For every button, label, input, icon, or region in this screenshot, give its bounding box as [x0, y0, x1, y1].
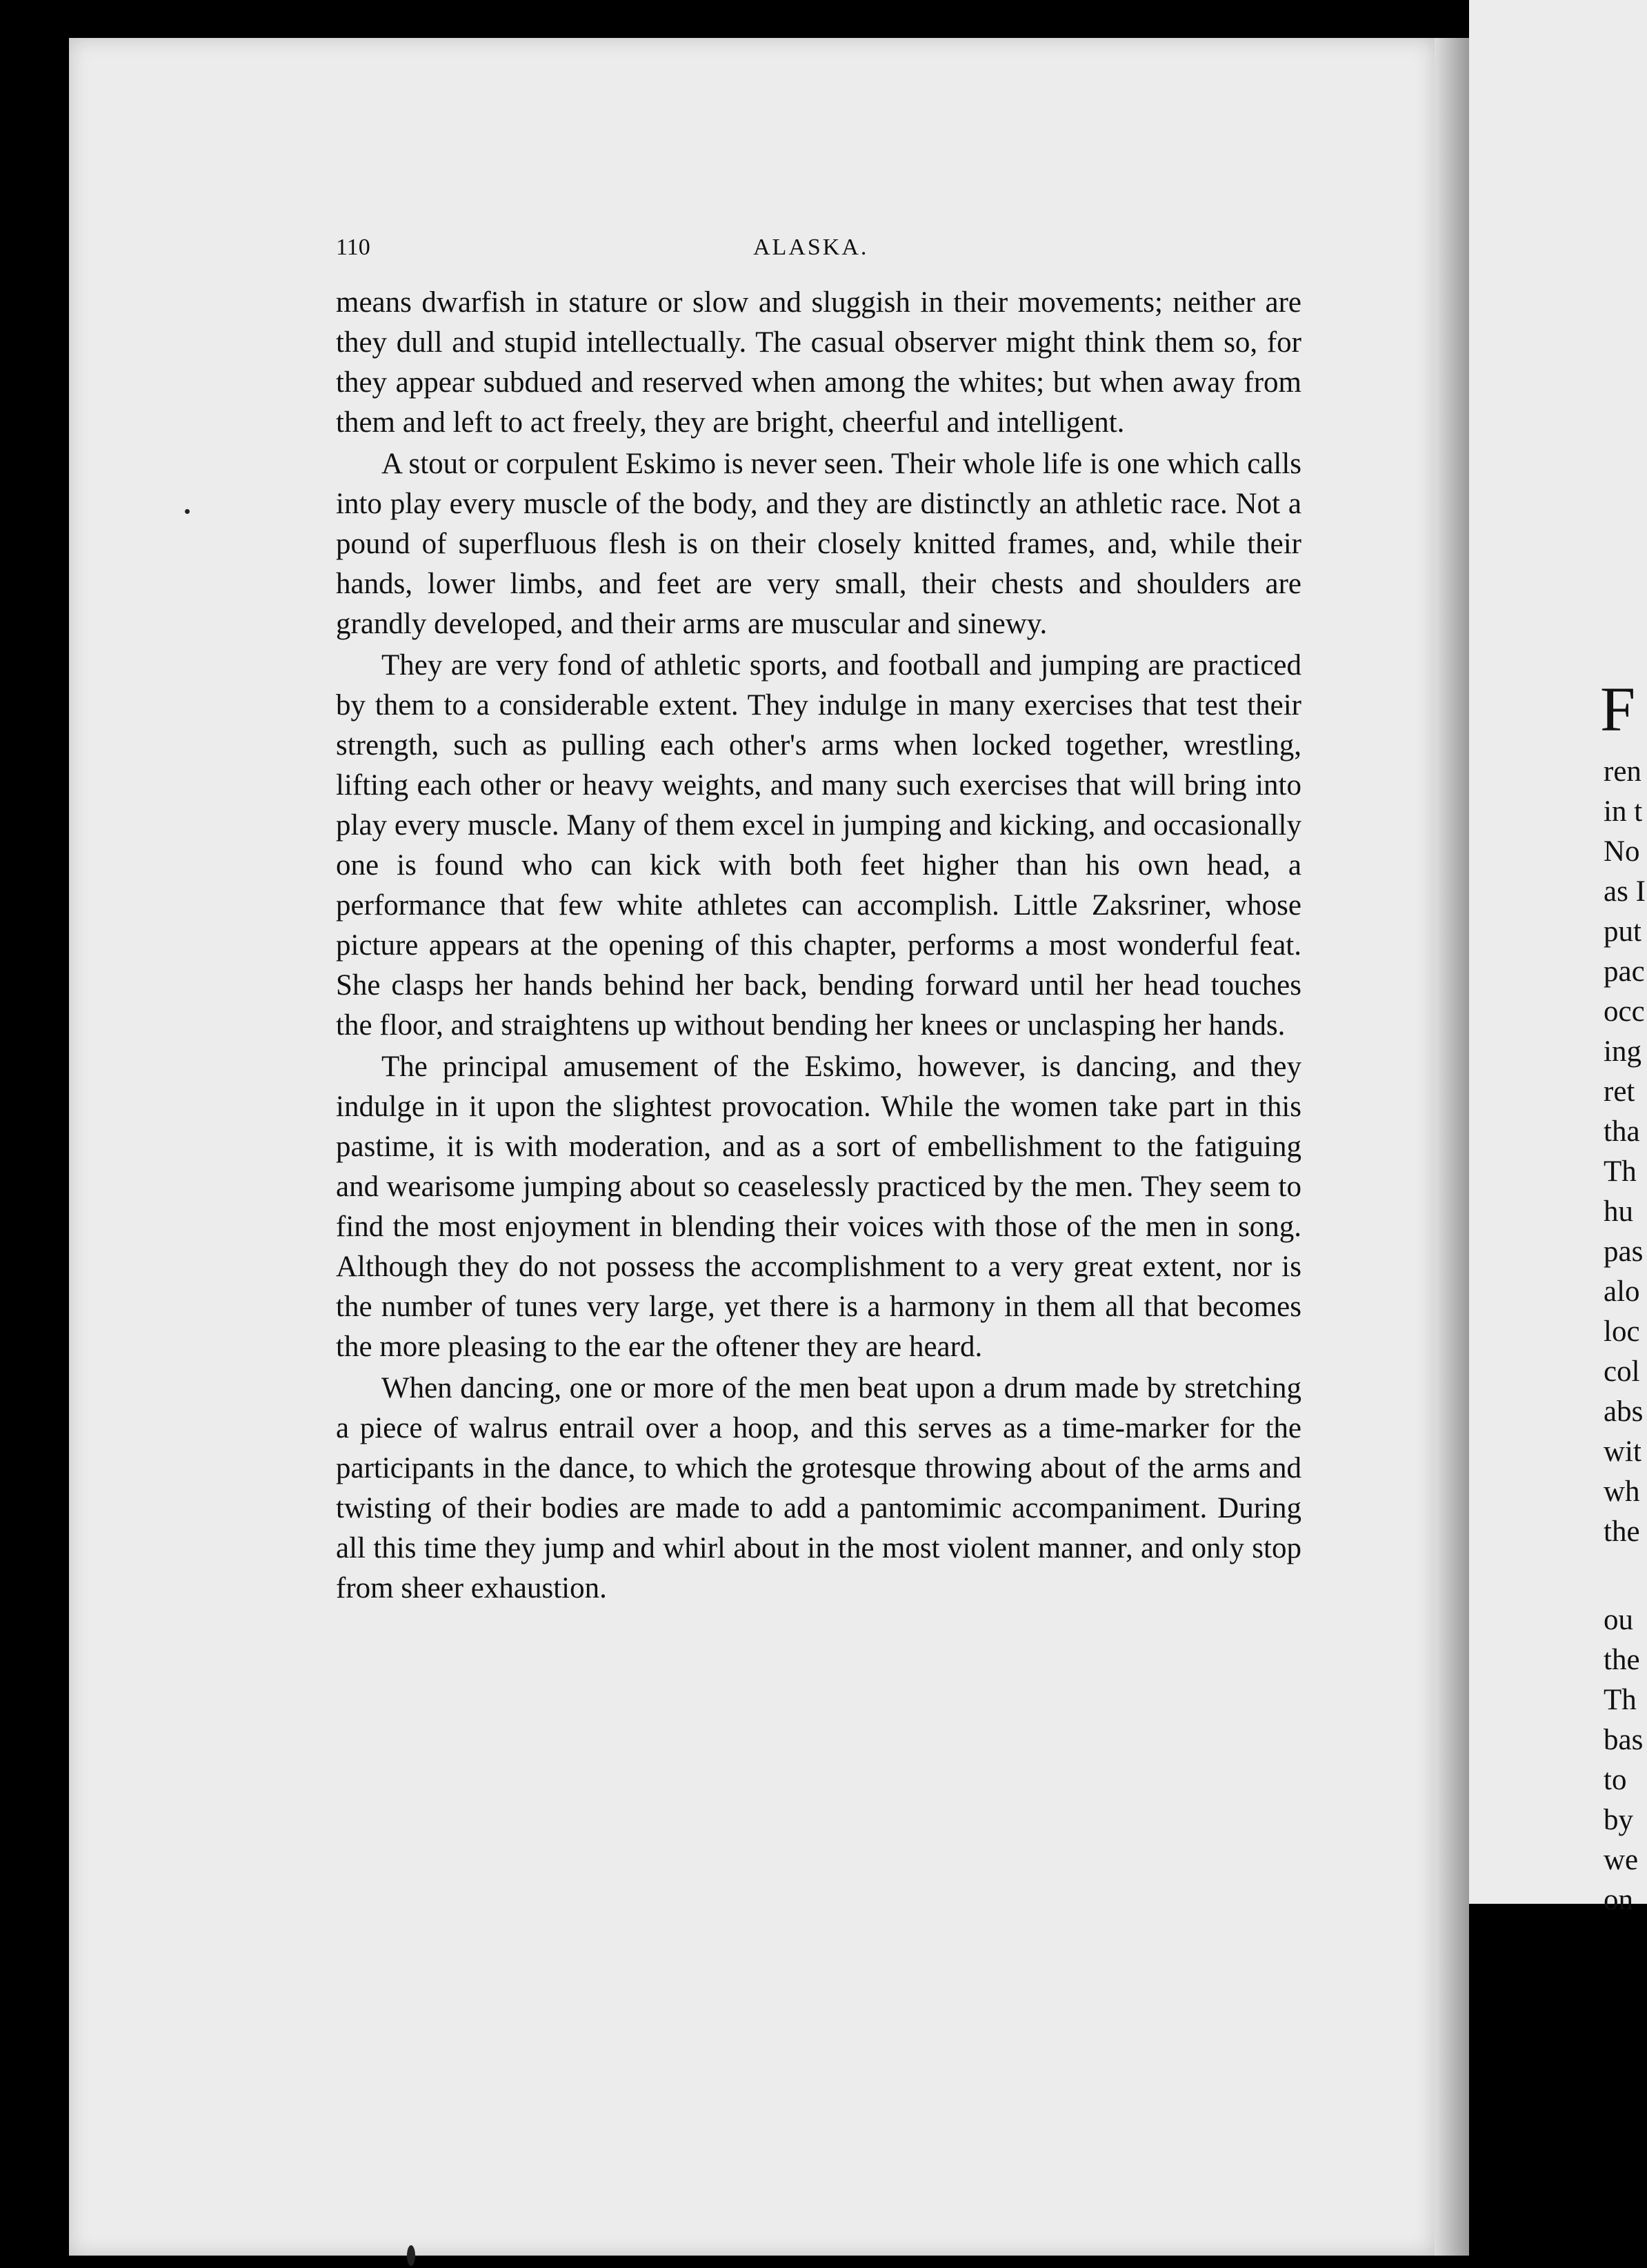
fragment: ing — [1604, 1035, 1641, 1068]
fragment: Th — [1604, 1684, 1637, 1716]
fragment: the — [1604, 1644, 1640, 1676]
fragment: pac — [1604, 955, 1645, 988]
facing-page-drop-cap: F — [1600, 674, 1636, 744]
fragment: col — [1604, 1355, 1640, 1388]
fragment: No — [1604, 835, 1640, 868]
fragment: tha — [1604, 1115, 1640, 1148]
paragraph-1: means dwarfish in stature or slow and sluggish in their movements; neither are they dull and stupid intellectually. The casual observer might think them so, for they appear subdued and reserved when among the whites; but when away from them and left to act freely, they are bright, cheerful and intelligent. — [336, 286, 1301, 439]
fragment: ret — [1604, 1075, 1635, 1108]
running-title: ALASKA. — [753, 235, 869, 260]
fragment: wit — [1604, 1435, 1641, 1468]
fragment: Th — [1604, 1155, 1637, 1188]
fragment: in t — [1604, 795, 1643, 828]
fragment: the — [1604, 1515, 1640, 1548]
paragraph-5: When dancing, one or more of the men beat upon a drum made by stretching a piece of walrus entrail over a hoop, and this serves as a time-marker for the participants in the dance, to which the grotesque throwing about of the arms and twisting of their bodies are made to add a pantomimic accompaniment. During all this time they jump and whirl about in the most violent manner, and only stop from sheer exhaustion. — [336, 1372, 1301, 1604]
fragment: ou — [1604, 1604, 1633, 1636]
fragment: occ — [1604, 995, 1645, 1028]
fragment: we — [1604, 1844, 1639, 1876]
fragment: to — [1604, 1764, 1627, 1796]
gutter-shadow — [1435, 38, 1469, 2256]
facing-page-fragments-top — [1604, 752, 1646, 1552]
paragraph-4: The principal amusement of the Eskimo, however, is dancing, and they indulge in it upon the slightest provocation. While the women take part in this pastime, it is with moderation, and as a sort of embellishment to the fatiguing and wearisome jumping about so ceaselessly practiced by the men. They seem to find the most enjoyment in blending their voices with those of the men in song. Although they do not possess the accomplishment to a very great extent, nor is the number of tunes very large, yet there is a harmony in them all that becomes the more pleasing to the ear the oftener they are heard. — [336, 1051, 1301, 1363]
fragment: abs — [1604, 1395, 1644, 1428]
fragment: ren — [1604, 755, 1641, 788]
scan-speck — [185, 509, 190, 514]
facing-page-fragments-bottom — [1604, 1600, 1643, 1920]
fragment: pas — [1604, 1235, 1644, 1268]
fragment: as I — [1604, 875, 1646, 908]
body-text — [336, 283, 1301, 1610]
fragment: put — [1604, 915, 1641, 948]
paragraph-2: A stout or corpulent Eskimo is never seen. Their whole life is one which calls into play every muscle of the body, and they are distinctly an athletic race. Not a pound of superfluous flesh is on their closely knitted frames, and, while their hands, lower limbs, and feet are very small, their chests and shoulders are grandly developed, and their arms are muscular and sinewy. — [336, 448, 1301, 640]
fragment: alo — [1604, 1275, 1640, 1308]
page-number: 110 — [336, 235, 370, 260]
fragment: bas — [1604, 1724, 1644, 1756]
fragment: loc — [1604, 1315, 1640, 1348]
fragment: by — [1604, 1804, 1633, 1836]
running-head — [336, 235, 1301, 269]
fragment: hu — [1604, 1195, 1633, 1228]
paragraph-3: They are very fond of athletic sports, and football and jumping are practiced by them to a considerable extent. They indulge in many exercises that test their strength, such as pulling each other's arms when locked together, wrestling, lifting each other or heavy weights, and many such exercises that will bring into play every muscle. Many of them excel in jumping and kicking, and occasionally one is found who can kick with both feet higher than his own head, a performance that few white athletes can accomplish. Little Zaksriner, whose picture appears at the opening of this chapter, performs a most wonderful feat. She clasps her hands behind her back, bending forward until her head touches the floor, and straightens up without bending her knees or unclasping her hands. — [336, 649, 1301, 1042]
fragment: on — [1604, 1884, 1633, 1916]
fragment: wh — [1604, 1475, 1640, 1508]
scan-speck — [407, 2245, 415, 2266]
